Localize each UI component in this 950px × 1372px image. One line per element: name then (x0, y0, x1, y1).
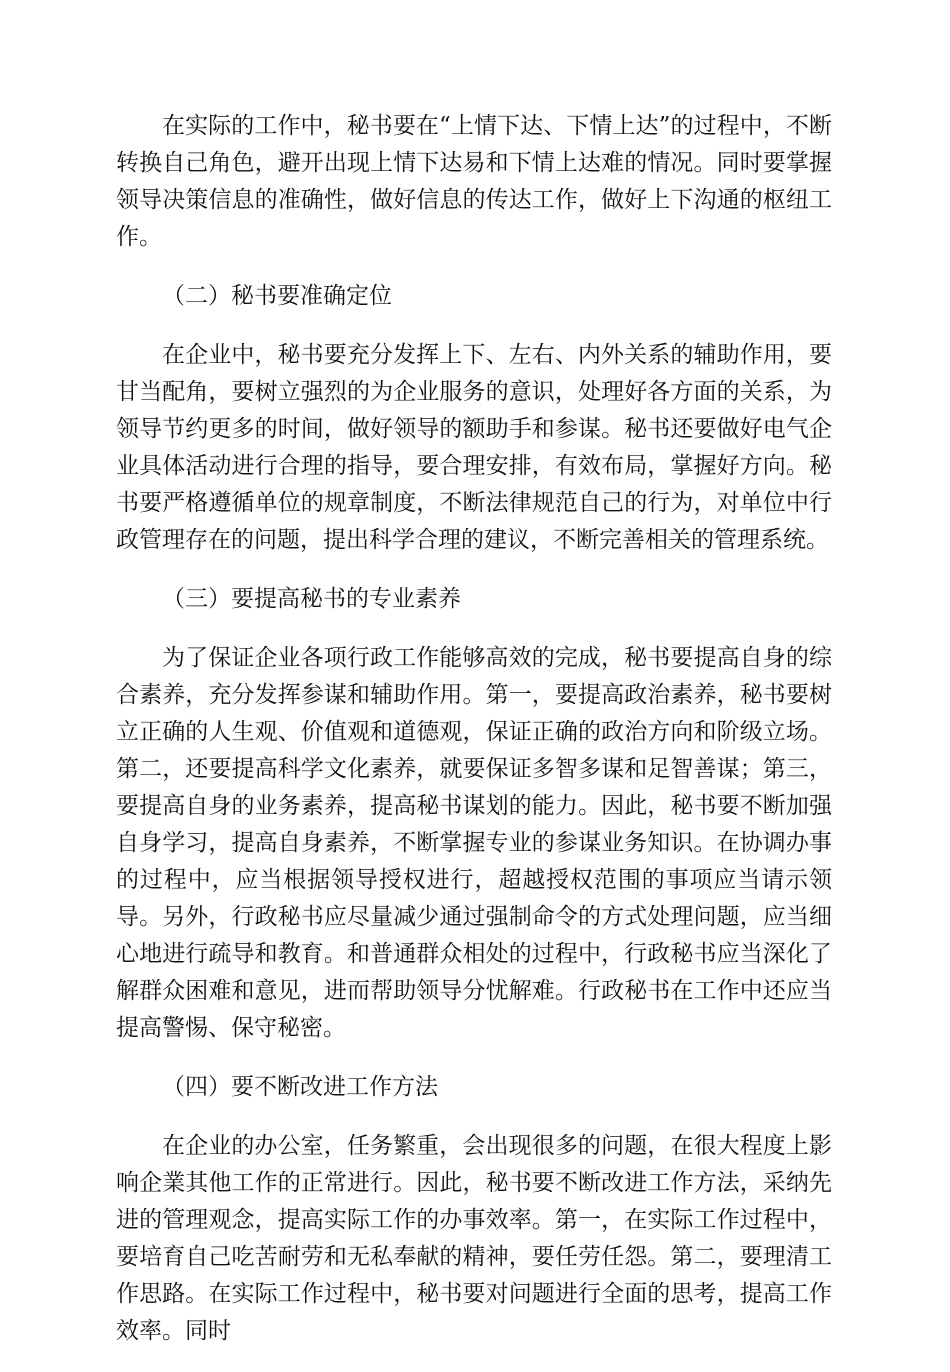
paragraph-1: 在实际的工作中，秘书要在“上情下达、下情上达”的过程中，不断转换自己角色，避开出现上情下达易和下情上达难的情况。同时要掌握领导决策信息的准确性，做好信息的传达工作，做好上下沟通的枢纽工作。 (116, 113, 832, 250)
section-heading-4: （四）要不断改进工作方法 (162, 1074, 438, 1100)
paragraph-2: 在企业中，秘书要充分发挥上下、左右、内外关系的辅助作用，要甘当配角，要树立强烈的为企业服务的意识，处理好各方面的关系，为领导节约更多的时间，做好领导的额助手和参谋。秘书还要做好电气企业具体活动进行合理的指导，要合理安排，有效布局，掌握好方向。秘书要严格遵循单位的规章制度，不断法律规范自己的行为，对单位中行政管理存在的问题，提出科学合理的建议，不断完善相关的管理系统。 (116, 342, 832, 553)
paragraph-3: 为了保证企业各项行政工作能够高效的完成，秘书要提高自身的综合素养，充分发挥参谋和辅助作用。第一，要提高政治素养，秘书要树立正确的人生观、价值观和道德观，保证正确的政治方向和阶级立场。第二，还要提高科学文化素养，就要保证多智多谋和足智善谋；第三，要提高自身的业务素养，提高秘书谋划的能力。因此，秘书要不断加强自身学习，提高自身素养，不断掌握专业的参谋业务知识。在协调办事的过程中，应当根据领导授权进行，超越授权范围的事项应当请示领导。另外，行政秘书应尽量减少通过强制命令的方式处理问题，应当细心地进行疏导和教育。和普通群众相处的过程中，行政秘书应当深化了解群众困难和意见，进而帮助领导分忧解难。行政秘书在工作中还应当提高警惕、保守秘密。 (116, 645, 832, 1041)
document-page (116, 108, 832, 1372)
section-heading-3: （三）要提高秘书的专业素养 (162, 586, 461, 612)
section-heading-2: （二）秘书要准确定位 (162, 283, 392, 309)
paragraph-4: 在企业的办公室，任务繁重，会出现很多的问题，在很大程度上影响企業其他工作的正常进行。因此，秘书要不断改进工作方法，采纳先进的管理观念，提高实际工作的办事效率。第一，在实际工作过程中，要培育自己吃苦耐劳和无私奉献的精神，要任劳任怨。第二，要理清工作思路。在实际工作过程中，秘书要对问题进行全面的思考，提高工作效率。同时 (116, 1133, 832, 1344)
